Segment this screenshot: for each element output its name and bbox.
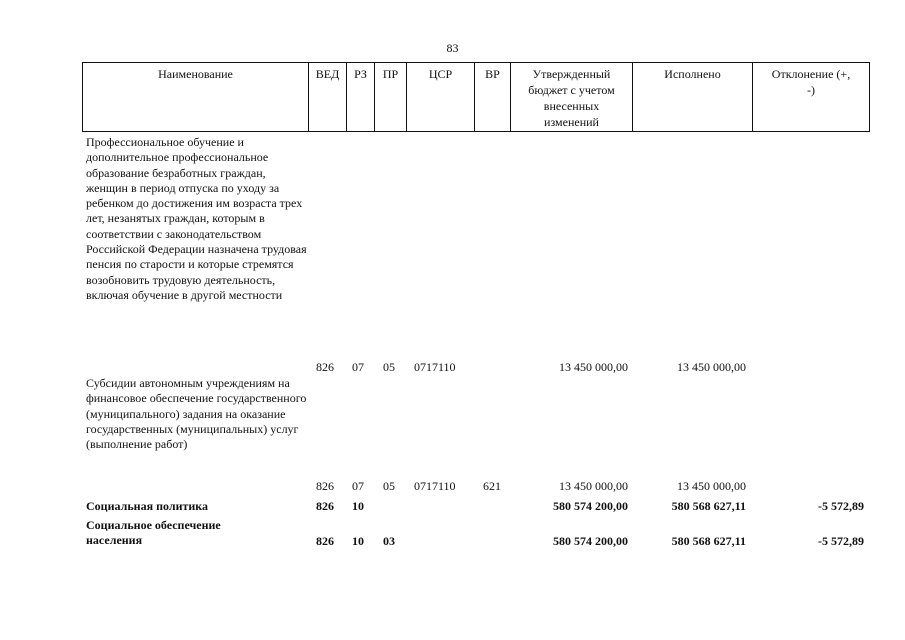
table-cell-rz: 07	[352, 360, 364, 374]
table-row-name: Социальная политика	[86, 499, 209, 513]
table-cell-vr: 621	[483, 479, 501, 493]
table-cell-rz: 10	[352, 499, 364, 513]
header-rz: РЗ	[346, 62, 374, 132]
table-cell-rz: 07	[352, 479, 364, 493]
table-cell-rz: 10	[352, 534, 364, 548]
table-cell-budget: 13 450 000,00	[559, 360, 628, 374]
table-cell-deviation: -5 572,89	[818, 534, 864, 548]
header-vr: ВР	[474, 62, 510, 132]
header-deviation: Отклонение (+, -)	[752, 62, 870, 132]
header-pr: ПР	[374, 62, 406, 132]
table-row-name: Субсидии автономным учреждениям на финансовое обеспечение государственного (муниципального) задания на оказание государственных (муниципальных) услуг (выполнение работ)	[86, 376, 307, 452]
table-cell-ved: 826	[316, 360, 334, 374]
table-row-name: Социальное обеспечение населения	[86, 518, 221, 548]
table-cell-budget: 580 574 200,00	[553, 499, 628, 513]
table-cell-ved: 826	[316, 499, 334, 513]
table-cell-ved: 826	[316, 534, 334, 548]
table-cell-pr: 05	[383, 479, 395, 493]
table-cell-executed: 580 568 627,11	[671, 499, 746, 513]
table-cell-executed: 13 450 000,00	[677, 360, 746, 374]
table-cell-pr: 03	[383, 534, 395, 548]
header-ved: ВЕД	[308, 62, 346, 132]
table-cell-deviation: -5 572,89	[818, 499, 864, 513]
table-cell-executed: 13 450 000,00	[677, 479, 746, 493]
header-name: Наименование	[82, 62, 308, 132]
table-cell-budget: 580 574 200,00	[553, 534, 628, 548]
header-budget: Утвержденный бюджет с учетом внесенных изменений	[510, 62, 632, 132]
table-cell-ved: 826	[316, 479, 334, 493]
table-row-name: Профессиональное обучение и дополнительное профессиональное образование безработных граждан, женщин в период отпуска по уходу за ребенком до достижения им возраста трех лет, незанятых граждан, которым в соответствии с законодательством Российской Федерации назначена трудовая пенсия по старости и которые стремятся возобновить трудовую деятельность, включая обучение в другой местности	[86, 135, 307, 302]
header-csr: ЦСР	[406, 62, 474, 132]
table-cell-executed: 580 568 627,11	[671, 534, 746, 548]
page-number: 83	[446, 41, 459, 55]
table-cell-pr: 05	[383, 360, 395, 374]
table-cell-csr: 0717110	[414, 479, 456, 493]
table-cell-budget: 13 450 000,00	[559, 479, 628, 493]
table-cell-csr: 0717110	[414, 360, 456, 374]
header-executed: Исполнено	[632, 62, 752, 132]
